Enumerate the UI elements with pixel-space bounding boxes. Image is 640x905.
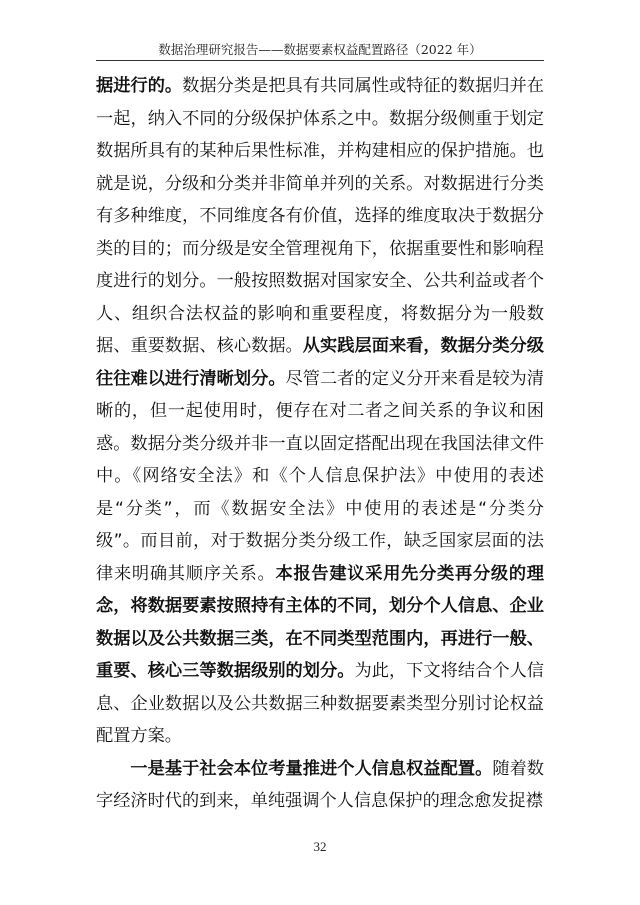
page-number: 32 <box>313 839 327 854</box>
text-segment: 尽管二者的定义分开来看是较为清晰的，但一起使用时，便存在对二者之间关系的争议和困惑。数据分类分级并非一直以固定搭配出现在我国法律文件中。《网络安全法》和《个人信息保护法》中使用的表述是“分类”，而《数据安全法》中使用的表述是“分类分级”。而目前，对于数据分类分级工作，缺乏国家层面的法律来明确其顺序关系。 <box>96 368 544 584</box>
text-segment: 随着数字经济时代的到来，单纯强调个人信息保护的理念愈发捉襟 <box>96 758 544 811</box>
paragraph-1 <box>96 70 544 753</box>
text-segment: 为此，下文将结合个人信息、企业数据以及公共数据三种数据要素类型分别讨论权益配置方案。 <box>96 661 544 746</box>
text-segment-bold: 据进行的。 <box>96 76 183 96</box>
running-header: 数据治理研究报告——数据要素权益配置路径（2022 年） <box>158 42 482 57</box>
text-segment-bold: 从实践层面来看，数据分类分级往往难以进行清晰划分。 <box>96 336 544 389</box>
text-segment-bold: 本报告建议采用先分类再分级的理念，将数据要素按照持有主体的不同，划分个人信息、企业数据以及公共数据三类，在不同类型范围内，再进行一般、重要、核心三等数据级别的划分。 <box>96 563 544 681</box>
text-segment: 数据分类是把具有共同属性或特征的数据归并在一起，纳入不同的分级保护体系之中。数据分级侧重于划定数据所具有的某种后果性标准，并构建相应的保护措施。也就是说，分级和分类并非简单并列的关系。对数据进行分类有多种维度，不同维度各有价值，选择的维度取决于数据分类的目的；而分级是安全管理视角下，依据重要性和影响程度进行的划分。一般按照数据对国家安全、公共利益或者个人、组织合法权益的影响和重要程度，将数据分为一般数据、重要数据、核心数据。 <box>96 76 544 356</box>
text-segment-bold: 一是基于社会本位考量推进个人信息权益配置。 <box>130 758 493 779</box>
header-rule <box>96 60 544 61</box>
paragraph-2 <box>96 753 544 818</box>
body-text <box>96 70 544 818</box>
